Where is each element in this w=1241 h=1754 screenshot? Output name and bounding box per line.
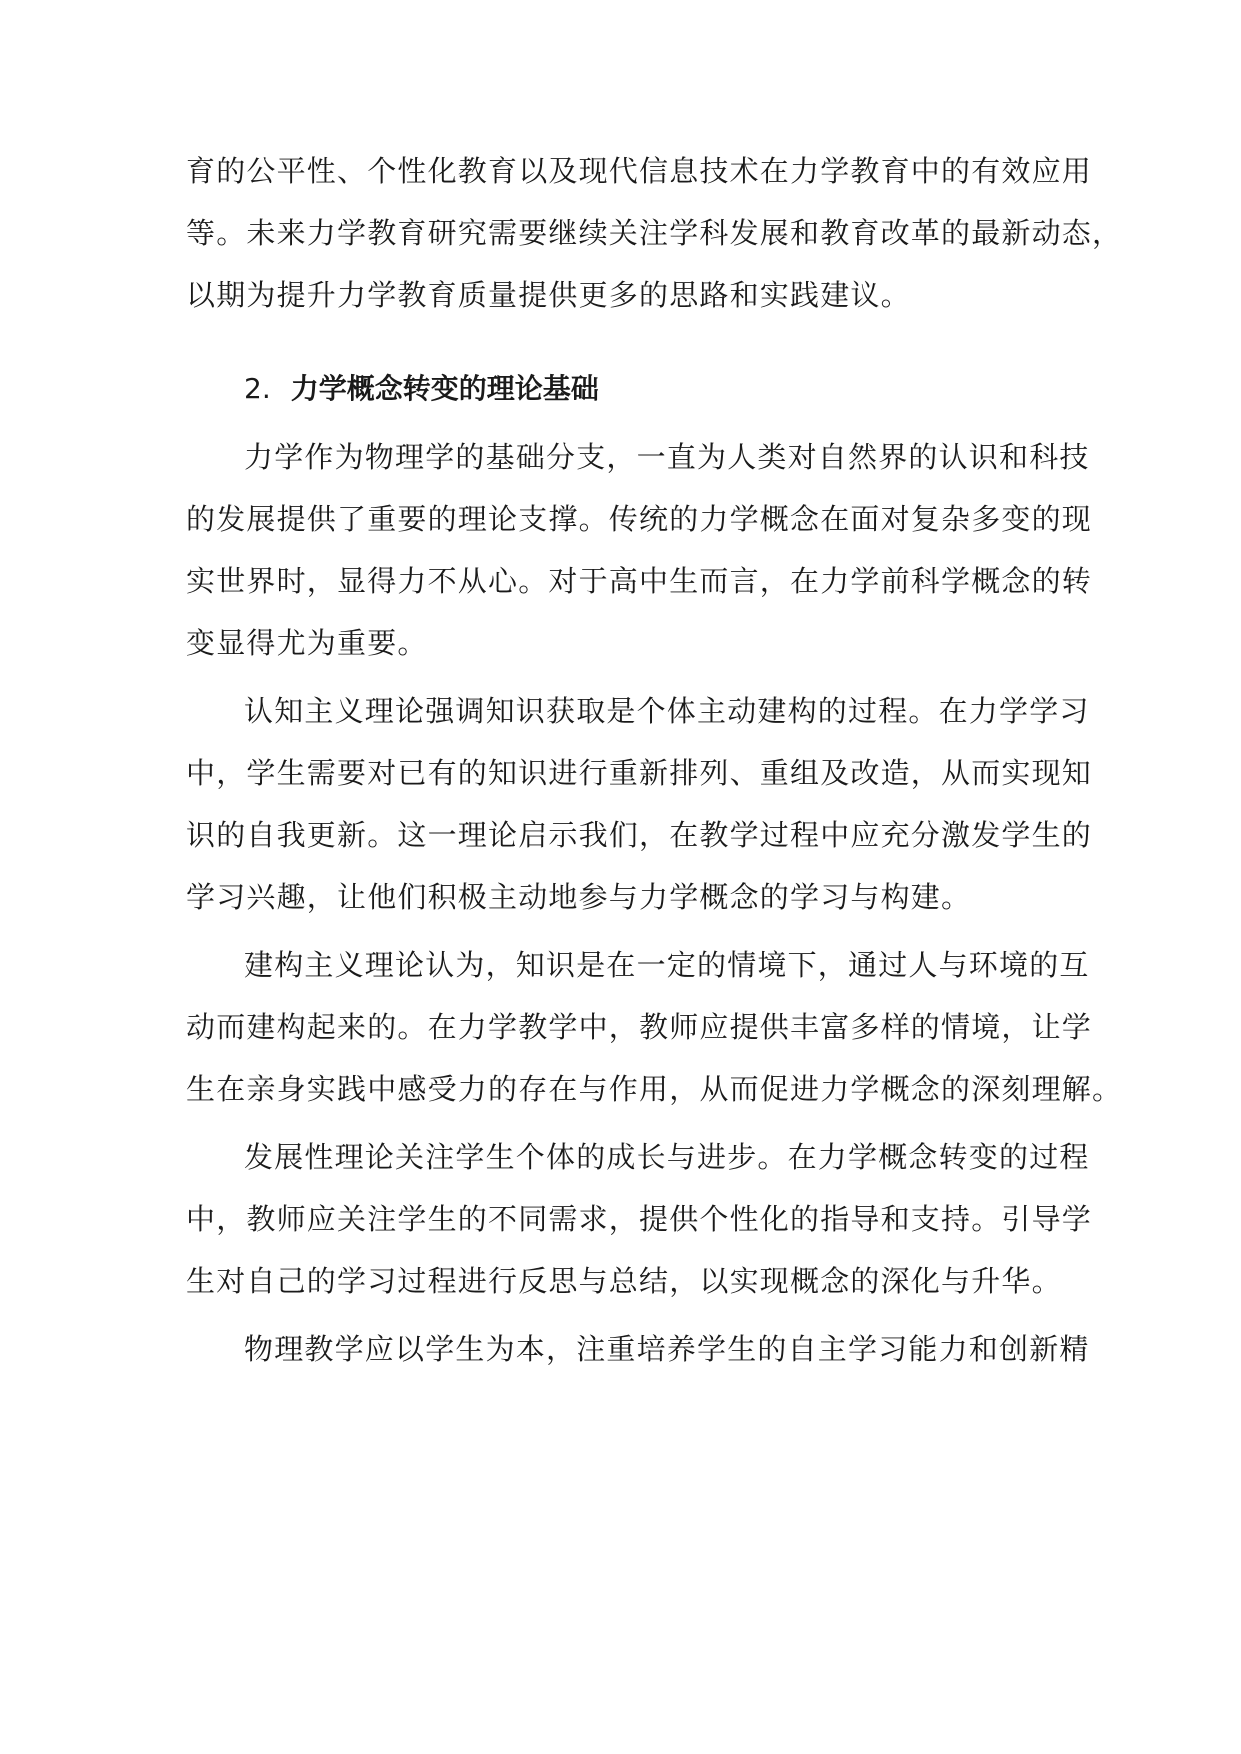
text-line: 发展性理论关注学生个体的成长与进步。在力学概念转变的过程 xyxy=(244,1140,1090,1174)
paragraph-cognitivism xyxy=(186,680,1093,928)
section-heading xyxy=(186,358,1066,420)
text-line: 变显得尤为重要。 xyxy=(186,626,428,660)
text-line: 育的公平性、个性化教育以及现代信息技术在力学教育中的有效应用 xyxy=(186,154,1093,188)
text-line: 以期为提升力学教育质量提供更多的思路和实践建议。 xyxy=(186,278,911,312)
text-line: 力学作为物理学的基础分支，一直为人类对自然界的认识和科技 xyxy=(244,440,1090,474)
text-line: 动而建构起来的。在力学教学中，教师应提供丰富多样的情境，让学 xyxy=(186,1010,1093,1044)
section-number: 2. xyxy=(244,372,271,405)
text-line: 生对自己的学习过程进行反思与总结，以实现概念的深化与升华。 xyxy=(186,1264,1062,1298)
section-title: 力学概念转变的理论基础 xyxy=(290,372,599,405)
paragraph-constructivism xyxy=(186,934,1123,1120)
text-line: 建构主义理论认为，知识是在一定的情境下，通过人与环境的互 xyxy=(244,948,1090,982)
text-line: 中，学生需要对已有的知识进行重新排列、重组及改造，从而实现知 xyxy=(186,756,1093,790)
text-line: 认知主义理论强调知识获取是个体主动建构的过程。在力学学习 xyxy=(244,694,1090,728)
text-line: 物理教学应以学生为本，注重培养学生的自主学习能力和创新精 xyxy=(244,1332,1090,1366)
document-page xyxy=(186,140,1123,1386)
text-line: 的发展提供了重要的理论支撑。传统的力学概念在面对复杂多变的现 xyxy=(186,502,1093,536)
text-line: 生在亲身实践中感受力的存在与作用，从而促进力学概念的深刻理解。 xyxy=(186,1072,1123,1106)
text-line: 等。未来力学教育研究需要继续关注学科发展和教育改革的最新动态， xyxy=(186,216,1123,250)
text-line: 学习兴趣，让他们积极主动地参与力学概念的学习与构建。 xyxy=(186,880,972,914)
paragraph-student-centered xyxy=(186,1318,1090,1380)
text-line: 中，教师应关注学生的不同需求，提供个性化的指导和支持。引导学 xyxy=(186,1202,1093,1236)
text-line: 实世界时，显得力不从心。对于高中生而言，在力学前科学概念的转 xyxy=(186,564,1093,598)
text-line: 识的自我更新。这一理论启示我们，在教学过程中应充分激发学生的 xyxy=(186,818,1093,852)
continuation-paragraph xyxy=(186,140,1123,326)
paragraph-mechanics-intro xyxy=(186,426,1093,674)
paragraph-developmental xyxy=(186,1126,1093,1312)
